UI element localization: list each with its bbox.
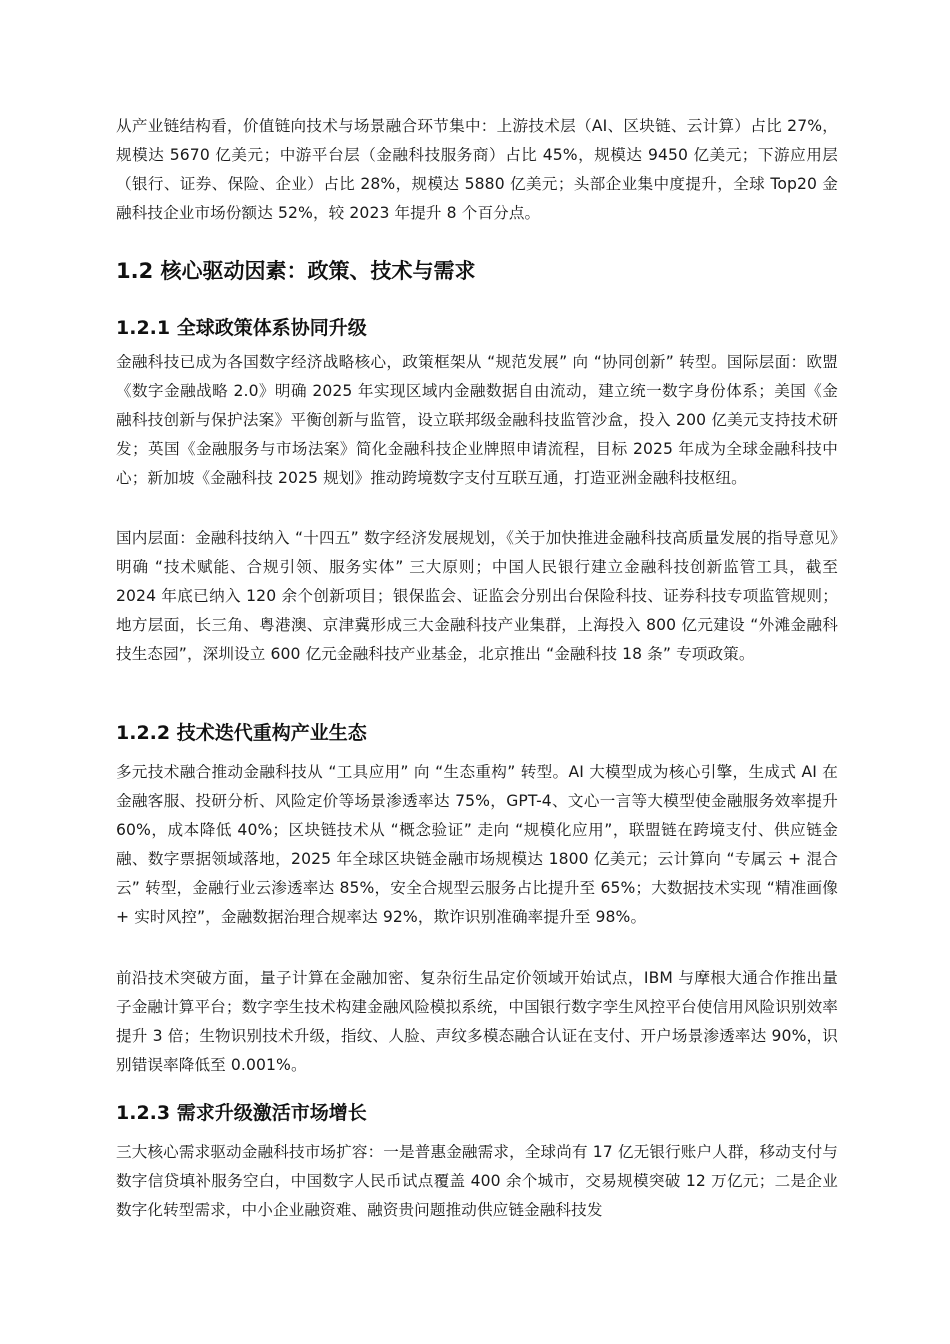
tech-paragraph-fusion: 多元技术融合推动金融科技从 “工具应用” 向 “生态重构” 转型。AI 大模型成为核心引擎，生成式 AI 在金融客服、投研分析、风险定价等场景渗透率达 75%，GPT-4、文心一言等大模型使金融服务效率提升 60%，成本降低 40%；区块链技术从 “概念验证” 走向 “规模化应用”，联盟链在跨境支付、供应链金融、数字票据领域落地，2025 年全球区块链金融市场规模达 1800 亿美元；云计算向 “专属云 + 混合云” 转型，金融行业云渗透率达 85%，安全合规型云服务占比提升至 65%；大数据技术实现 “精准画像 + 实时风控”，金融数据治理合规率达 92%，欺诈识别准确率提升至 98%。 [116,763,838,926]
intro-paragraph: 从产业链结构看，价值链向技术与场景融合环节集中：上游技术层（AI、区块链、云计算）占比 27%，规模达 5670 亿美元；中游平台层（金融科技服务商）占比 45%，规模达 9450 亿美元；下游应用层（银行、证券、保险、企业）占比 28%，规模达 5880 亿美元；头部企业集中度提升，全球 Top20 金融科技企业市场份额达 52%，较 2023 年提升 8 个百分点。 [116,117,838,222]
subsection-heading-1-2-1: 1.2.1 全球政策体系协同升级 [116,317,367,339]
policy-paragraph-domestic: 国内层面：金融科技纳入 “十四五” 数字经济发展规划，《关于加快推进金融科技高质量发展的指导意见》明确 “技术赋能、合规引领、服务实体” 三大原则；中国人民银行建立金融科技创新监管工具，截至 2024 年底已纳入 120 余个创新项目；银保监会、证监会分别出台保险科技、证券科技专项监管规则；地方层面，长三角、粤港澳、京津冀形成三大金融科技产业集群，上海投入 800 亿元建设 “外滩金融科技生态园”，深圳设立 600 亿元金融科技产业基金，北京推出 “金融科技 18 条” 专项政策。 [116,529,838,663]
section-heading-1-2: 1.2 核心驱动因素：政策、技术与需求 [116,259,476,283]
tech-paragraph-frontier: 前沿技术突破方面，量子计算在金融加密、复杂衍生品定价领域开始试点，IBM 与摩根大通合作推出量子金融计算平台；数字孪生技术构建金融风险模拟系统，中国银行数字孪生风控平台使信用风险识别效率提升 3 倍；生物识别技术升级，指纹、人脸、声纹多模态融合认证在支付、开户场景渗透率达 90%，识别错误率降低至 0.001%。 [116,969,838,1074]
subsection-heading-1-2-2: 1.2.2 技术迭代重构产业生态 [116,722,367,744]
subsection-heading-1-2-3: 1.2.3 需求升级激活市场增长 [116,1102,367,1124]
policy-paragraph-international: 金融科技已成为各国数字经济战略核心，政策框架从 “规范发展” 向 “协同创新” 转型。国际层面：欧盟《数字金融战略 2.0》明确 2025 年实现区域内金融数据自由流动，建立统一数字身份体系；美国《金融科技创新与保护法案》平衡创新与监管，设立联邦级金融科技监管沙盒，投入 200 亿美元支持技术研发；英国《金融服务与市场法案》简化金融科技企业牌照申请流程，目标 2025 年成为全球金融科技中心；新加坡《金融科技 2025 规划》推动跨境数字支付互联互通，打造亚洲金融科技枢纽。 [116,353,838,487]
demand-paragraph: 三大核心需求驱动金融科技市场扩容：一是普惠金融需求，全球尚有 17 亿无银行账户人群，移动支付与数字信贷填补服务空白，中国数字人民币试点覆盖 400 余个城市，交易规模突破 12 万亿元；二是企业数字化转型需求，中小企业融资难、融资贵问题推动供应链金融科技发 [116,1143,838,1219]
